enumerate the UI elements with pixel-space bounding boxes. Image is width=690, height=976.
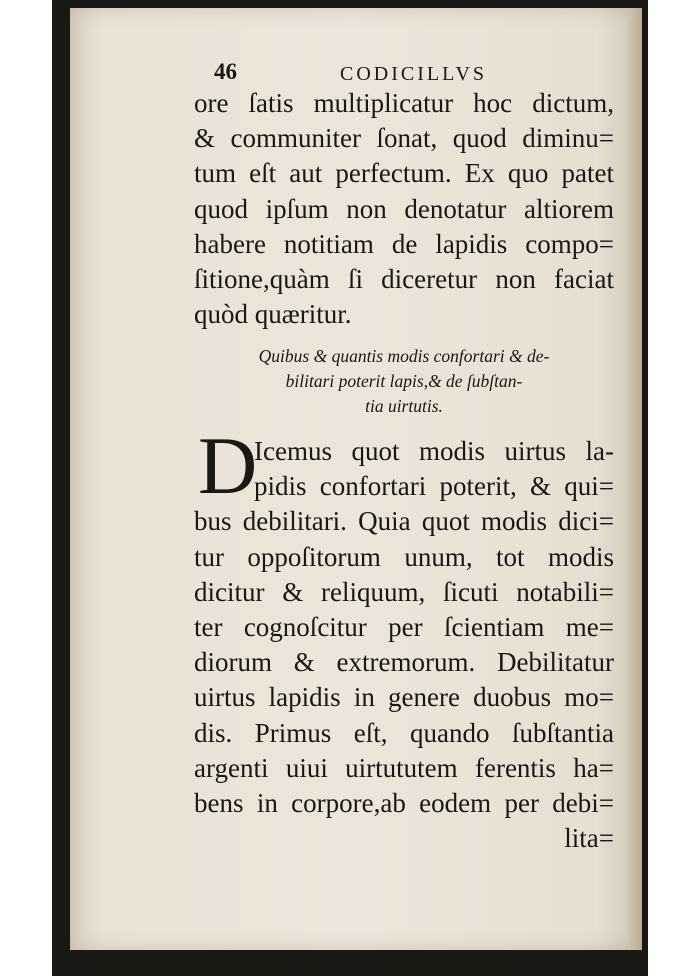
- page-edge: [628, 8, 642, 950]
- rubric-line: bilitari poterit lapis,& de ſubſtan-: [285, 371, 523, 391]
- text-line: pidis confortari poterit, & qui=: [254, 471, 614, 502]
- drop-cap: D: [198, 420, 258, 511]
- page-number: 46: [214, 59, 237, 84]
- text-line: diorum & extremorum. Debilitatur: [194, 647, 614, 678]
- text-line: tur oppoſitorum unum, tot modis: [194, 541, 614, 572]
- text-line: bus debilitari. Quia quot modis dici=: [194, 506, 614, 537]
- rubric-line: tia uirtutis.: [365, 396, 443, 416]
- text-line: bens in corpore,ab eodem per debi=: [194, 788, 614, 819]
- catchword: lita=: [564, 823, 614, 854]
- running-head: CODICILLVS: [340, 63, 488, 85]
- text-line: & communiter ſonat, quod diminu=: [194, 123, 614, 154]
- text-line: Icemus quot modis uirtus la-: [254, 436, 614, 466]
- text-line: argenti uiui uirtututem ferentis ha=: [194, 752, 614, 783]
- text-line: ſitione,quàm ſi diceretur non faciat: [194, 264, 614, 295]
- text-line: dicitur & reliquum, ſicuti notabili=: [194, 576, 614, 607]
- text-line: ter cognoſcitur per ſcientiam me=: [194, 612, 614, 643]
- rubric-line: Quibus & quantis modis confortari & de-: [258, 346, 550, 366]
- text-line: quòd quæritur.: [194, 299, 352, 330]
- text-line: ore ſatis multiplicatur hoc dictum,: [194, 88, 614, 118]
- paragraph-2: [194, 434, 614, 856]
- text-line: quod ipſum non denotatur altiorem: [194, 193, 614, 224]
- text-line: tum eſt aut perfectum. Ex quo patet: [194, 158, 614, 189]
- text-line: dis. Primus eſt, quando ſubſtantia: [194, 717, 614, 748]
- page-header: [210, 58, 610, 86]
- text-line: uirtus lapidis in genere duobus mo=: [194, 682, 614, 713]
- section-rubric: [194, 344, 614, 419]
- text-line: habere notitiam de lapidis compo=: [194, 228, 614, 259]
- paragraph-1: [194, 86, 614, 332]
